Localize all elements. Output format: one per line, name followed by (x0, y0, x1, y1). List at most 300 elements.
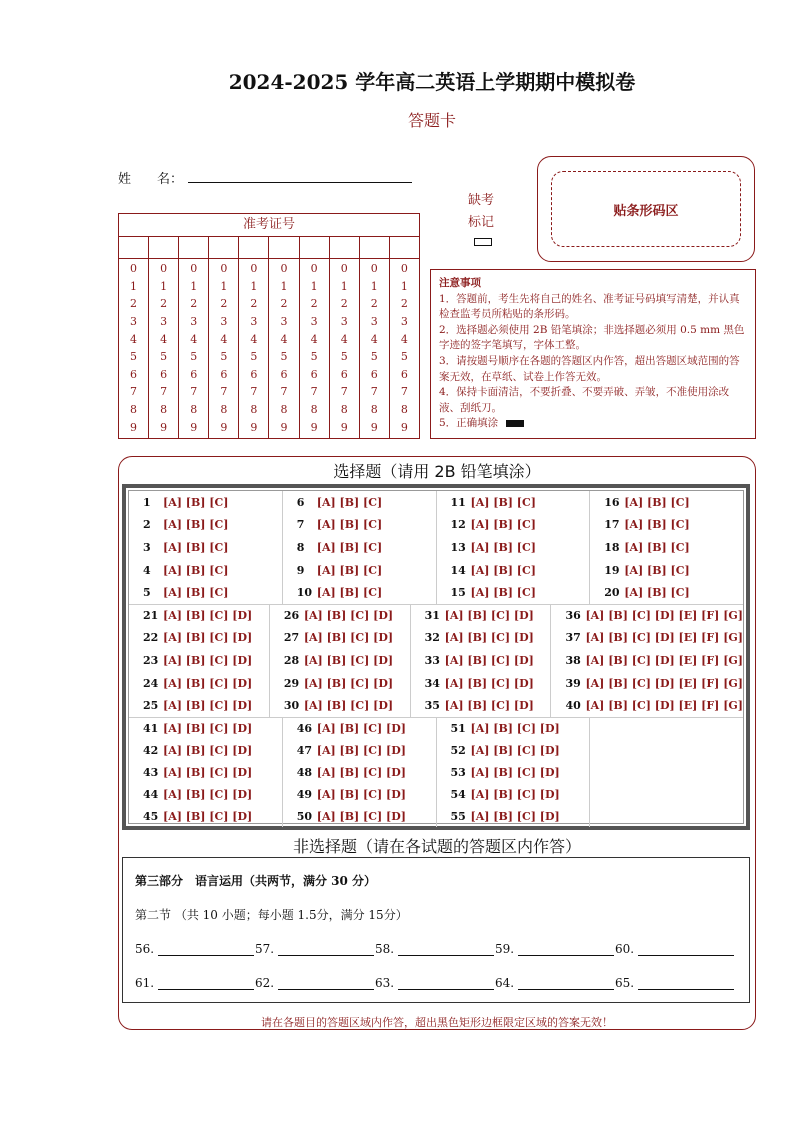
exam-number-column (330, 258, 360, 438)
mc-question-number: 38 (565, 653, 581, 667)
section2-heading: 第二节 （共 10 小题；每小题 1.5分，满分 15分） (135, 908, 408, 922)
exam-digit-bubble[interactable]: 2 (400, 297, 408, 311)
exam-digit-bubble[interactable]: 1 (250, 279, 258, 293)
mc-option-bubbles[interactable]: [A] [B] [C] (470, 495, 536, 509)
mc-question (604, 541, 743, 554)
mc-option-bubbles[interactable]: [A] [B] [C] [D] (470, 721, 560, 735)
exam-digit-bubble[interactable]: 0 (250, 262, 258, 276)
mc-question-number: 45 (143, 809, 159, 823)
fill-row (135, 942, 735, 956)
mc-option-bubbles[interactable]: [A] [B] [C] [D] (303, 699, 394, 713)
exam-number-column (360, 258, 390, 438)
mc-option-bubbles[interactable]: [A] [B] [C] [D] (470, 743, 560, 757)
exam-digit-bubble[interactable]: 4 (340, 332, 348, 346)
exam-digit-bubble[interactable]: 6 (400, 367, 408, 381)
exam-digit-bubble[interactable]: 0 (400, 262, 408, 276)
mc-question (604, 518, 743, 531)
exam-digit-bubble[interactable]: 0 (370, 262, 378, 276)
mc-question-number: 37 (565, 631, 581, 645)
mc-option-bubbles[interactable]: [A] [B] [C] (470, 563, 536, 577)
notice-item: 5．正确填涂 (439, 417, 499, 430)
mc-question (565, 677, 743, 690)
multiple-choice-box (122, 484, 750, 830)
notice-title: 注意事项 (439, 277, 481, 289)
mc-question (143, 810, 282, 823)
mc-option-bubbles[interactable]: [A] [B] [C] (624, 563, 690, 577)
exam-digit-bubble[interactable]: 4 (130, 332, 138, 346)
exam-digit-bubble[interactable]: 7 (400, 385, 408, 399)
fill-blank-number: 59. (495, 942, 515, 956)
exam-digit-bubble[interactable]: 8 (370, 403, 378, 417)
mc-question (565, 654, 743, 667)
fill-blank-line[interactable] (638, 943, 734, 956)
mc-option-bubbles[interactable]: [A] [B] [C] [D] (163, 676, 253, 690)
mc-question (297, 766, 436, 779)
mc-option-bubbles[interactable]: [A] [B] [C] [D] [E] [F] [G] (585, 608, 743, 622)
page-title: 2024-2025 学年高二英语上学期期中模拟卷 (228, 70, 636, 94)
fill-blank-line[interactable] (278, 977, 374, 990)
exam-digit-bubble[interactable]: 8 (160, 403, 168, 417)
exam-digit-bubble[interactable]: 5 (250, 350, 258, 364)
exam-digit-bubble[interactable]: 7 (310, 385, 318, 399)
exam-digit-bubble[interactable]: 5 (400, 350, 408, 364)
mc-option-bubbles[interactable]: [A] [B] [C] [D] (316, 721, 407, 735)
exam-digit-bubble[interactable]: 0 (340, 262, 348, 276)
mc-option-bubbles[interactable]: [A] [B] [C] (470, 586, 536, 600)
mc-option-bubbles[interactable]: [A] [B] [C] (163, 495, 229, 509)
exam-digit-bubble[interactable]: 4 (370, 332, 378, 346)
exam-digit-bubble[interactable]: 1 (160, 279, 168, 293)
mc-option-bubbles[interactable]: [A] [B] [C] [D] (316, 809, 407, 823)
fill-blank-line[interactable] (278, 943, 374, 956)
exam-digit-bubble[interactable]: 3 (340, 315, 348, 329)
mc-option-bubbles[interactable]: [A] [B] [C] [D] (470, 765, 560, 779)
mc-option-bubbles[interactable]: [A] [B] [C] [D] (163, 608, 253, 622)
mc-question (143, 788, 282, 801)
exam-digit-bubble[interactable]: 4 (160, 332, 168, 346)
mc-option-bubbles[interactable]: [A] [B] [C] [D] (163, 743, 253, 757)
fill-blank (255, 976, 375, 990)
mc-question-number: 40 (565, 699, 581, 713)
mc-column (437, 717, 591, 827)
mc-question-number: 28 (283, 653, 300, 667)
mc-option-bubbles[interactable]: [A] [B] [C] [D] (303, 608, 394, 622)
exam-digit-bubble[interactable]: 3 (190, 315, 198, 329)
mc-question (604, 564, 743, 577)
exam-digit-bubble[interactable]: 9 (220, 420, 228, 434)
mc-option-bubbles[interactable]: [A] [B] [C] [D] (163, 653, 253, 667)
mc-question (425, 699, 551, 712)
exam-digit-bubble[interactable]: 6 (280, 367, 288, 381)
mc-question (451, 722, 590, 735)
exam-digit-bubble[interactable]: 1 (370, 279, 378, 293)
mc-question (297, 496, 436, 509)
mc-option-bubbles[interactable]: [A] [B] [C] [D] (444, 699, 534, 713)
exam-digit-bubble[interactable]: 2 (250, 297, 258, 311)
fill-blank (255, 942, 375, 956)
mc-column (551, 604, 743, 717)
exam-digit-bubble[interactable]: 6 (220, 367, 228, 381)
mc-option-bubbles[interactable]: [A] [B] [C] [D] (316, 743, 407, 757)
mc-option-bubbles[interactable]: [A] [B] [C] [D] (163, 631, 253, 645)
mc-question (297, 722, 436, 735)
mc-column (590, 491, 743, 604)
fill-blank-line[interactable] (398, 943, 494, 956)
mc-question-number: 1 (143, 495, 151, 509)
mc-question-number: 34 (424, 676, 440, 690)
mc-question-number: 36 (565, 608, 581, 622)
fill-row (135, 976, 735, 990)
fill-blank-number: 60. (615, 942, 635, 956)
exam-digit-bubble[interactable]: 9 (400, 420, 408, 434)
mc-question (451, 564, 590, 577)
absent-mark-box[interactable] (474, 238, 492, 246)
exam-number-write-cell[interactable] (179, 236, 209, 258)
exam-digit-bubble[interactable]: 6 (370, 367, 378, 381)
mc-option-bubbles[interactable]: [A] [B] [C] (470, 540, 536, 554)
fill-blank-number: 63. (375, 976, 395, 990)
mc-question-number: 31 (424, 608, 440, 622)
mc-option-bubbles[interactable]: [A] [B] [C] [D] (444, 608, 534, 622)
mc-option-bubbles[interactable]: [A] [B] [C] [D] (163, 699, 253, 713)
mc-option-bubbles[interactable]: [A] [B] [C] (624, 518, 690, 532)
mc-question (143, 744, 282, 757)
mc-question-number: 51 (450, 721, 466, 735)
fill-blank (375, 976, 495, 990)
mc-question-number: 10 (296, 586, 313, 600)
mc-question-number: 5 (143, 586, 151, 600)
mc-question (565, 699, 743, 712)
mc-column (437, 491, 591, 604)
exam-digit-bubble[interactable]: 7 (130, 385, 138, 399)
mc-option-bubbles[interactable]: [A] [B] [C] [D] (444, 653, 534, 667)
exam-number-title: 准考证号 (119, 214, 419, 237)
mc-option-bubbles[interactable]: [A] [B] [C] (470, 518, 536, 532)
exam-digit-bubble[interactable]: 6 (310, 367, 318, 381)
mc-question-number: 20 (604, 586, 620, 600)
mc-column (283, 717, 437, 827)
exam-digit-bubble[interactable]: 3 (160, 315, 168, 329)
mc-question-number: 23 (143, 653, 159, 667)
footer-warning: 请在各题目的答题区域内作答，超出黑色矩形边框限定区域的答案无效！ (261, 1016, 613, 1029)
mc-option-bubbles[interactable]: [A] [B] [C] [D] (444, 631, 534, 645)
mc-option-bubbles[interactable]: [A] [B] [C] [D] [E] [F] [G] (585, 653, 743, 667)
exam-number-column (390, 258, 419, 438)
absent-line1: 缺考 (467, 193, 494, 208)
mc-question (143, 496, 282, 509)
mc-question-number: 4 (143, 563, 151, 577)
mc-question-number: 39 (565, 676, 581, 690)
exam-digit-bubble[interactable]: 4 (250, 332, 258, 346)
mc-option-bubbles[interactable]: [A] [B] [C] (163, 518, 229, 532)
exam-digit-bubble[interactable]: 5 (340, 350, 348, 364)
mc-question (451, 518, 590, 531)
mc-option-bubbles[interactable]: [A] [B] [C] [D] (303, 653, 394, 667)
exam-digit-bubble[interactable]: 2 (340, 297, 348, 311)
exam-digit-bubble[interactable]: 8 (280, 403, 288, 417)
exam-digit-bubble[interactable]: 5 (280, 350, 288, 364)
mc-question-number: 9 (296, 563, 305, 577)
exam-digit-bubble[interactable]: 4 (190, 332, 198, 346)
mc-option-bubbles[interactable]: [A] [B] [C] (624, 495, 690, 509)
exam-number-write-cell[interactable] (330, 236, 360, 258)
exam-digit-bubble[interactable]: 5 (130, 350, 138, 364)
exam-digit-bubble[interactable]: 9 (160, 420, 168, 434)
exam-digit-bubble[interactable]: 2 (370, 297, 378, 311)
exam-digit-bubble[interactable]: 8 (130, 403, 138, 417)
exam-digit-bubble[interactable]: 0 (160, 262, 168, 276)
exam-digit-bubble[interactable]: 8 (250, 403, 258, 417)
mc-option-bubbles[interactable]: [A] [B] [C] [D] (163, 809, 253, 823)
mc-question-number: 22 (143, 631, 159, 645)
exam-digit-bubble[interactable]: 5 (220, 350, 228, 364)
mc-question-number: 32 (424, 631, 440, 645)
mc-question (143, 631, 269, 644)
exam-digit-bubble[interactable]: 7 (250, 385, 258, 399)
mc-question-number: 44 (143, 787, 159, 801)
mc-option-bubbles[interactable]: [A] [B] [C] (163, 540, 229, 554)
exam-digit-bubble[interactable]: 1 (190, 279, 198, 293)
barcode-label: 贴条形码区 (551, 171, 741, 247)
mc-question-number: 13 (450, 540, 466, 554)
exam-digit-bubble[interactable]: 9 (130, 420, 138, 434)
exam-digit-bubble[interactable]: 7 (370, 385, 378, 399)
mc-option-bubbles[interactable]: [A] [B] [C] (316, 540, 383, 554)
exam-digit-bubble[interactable]: 9 (250, 420, 258, 434)
mc-option-bubbles[interactable]: [A] [B] [C] (163, 586, 229, 600)
exam-digit-bubble[interactable]: 3 (400, 315, 408, 329)
exam-digit-bubble[interactable]: 2 (190, 297, 198, 311)
exam-digit-bubble[interactable]: 8 (220, 403, 228, 417)
fill-blank-line[interactable] (638, 977, 734, 990)
exam-digit-bubble[interactable]: 0 (220, 262, 228, 276)
exam-digit-bubble[interactable]: 9 (280, 420, 288, 434)
mc-option-bubbles[interactable]: [A] [B] [C] [D] (163, 721, 253, 735)
fill-blank-line[interactable] (158, 943, 254, 956)
mc-option-bubbles[interactable]: [A] [B] [C] [D] (470, 787, 560, 801)
mc-question (451, 766, 590, 779)
exam-digit-bubble[interactable]: 6 (160, 367, 168, 381)
fill-blank-line[interactable] (158, 977, 254, 990)
mc-option-bubbles[interactable]: [A] [B] [C] (316, 518, 383, 532)
mc-question (143, 677, 269, 690)
exam-number-column (149, 258, 179, 438)
mc-question (451, 586, 590, 599)
exam-number-column (239, 258, 269, 438)
mc-column (129, 604, 270, 717)
mc-question (451, 810, 590, 823)
mc-question (143, 586, 282, 599)
exam-digit-bubble[interactable]: 4 (310, 332, 318, 346)
exam-digit-bubble[interactable]: 2 (310, 297, 318, 311)
exam-digit-bubble[interactable]: 6 (340, 367, 348, 381)
fill-blank (135, 942, 255, 956)
mc-option-bubbles[interactable]: [A] [B] [C] (316, 495, 383, 509)
exam-digit-bubble[interactable]: 0 (130, 262, 138, 276)
fill-blank-line[interactable] (518, 943, 614, 956)
exam-digit-bubble[interactable]: 9 (340, 420, 348, 434)
mc-option-bubbles[interactable]: [A] [B] [C] (316, 586, 383, 600)
exam-digit-bubble[interactable]: 1 (400, 279, 408, 293)
mc-question (451, 788, 590, 801)
mc-question-number: 33 (424, 653, 440, 667)
mc-question (451, 496, 590, 509)
mc-option-bubbles[interactable]: [A] [B] [C] [D] (444, 676, 534, 690)
mc-question (565, 631, 743, 644)
notice-box (430, 269, 756, 439)
mc-question-number: 47 (296, 743, 313, 757)
mc-question (297, 586, 436, 599)
mc-question-number: 6 (296, 495, 305, 509)
mc-question (284, 677, 410, 690)
part3-heading: 第三部分 语言运用（共两节，满分 30 分） (135, 874, 377, 888)
mc-question-number: 11 (450, 495, 466, 509)
mc-option-bubbles[interactable]: [A] [B] [C] (316, 563, 383, 577)
exam-number-column (179, 258, 209, 438)
exam-digit-bubble[interactable]: 3 (220, 315, 228, 329)
exam-digit-bubble[interactable]: 3 (280, 315, 288, 329)
mc-question-number: 48 (296, 765, 313, 779)
exam-digit-bubble[interactable]: 8 (310, 403, 318, 417)
mc-column (283, 491, 437, 604)
mc-question-number: 43 (143, 765, 159, 779)
mc-option-bubbles[interactable]: [A] [B] [C] [D] (303, 631, 394, 645)
mc-option-bubbles[interactable]: [A] [B] [C] (624, 540, 690, 554)
exam-number-write-cell[interactable] (360, 236, 390, 258)
exam-digit-bubble[interactable]: 9 (370, 420, 378, 434)
mc-option-bubbles[interactable]: [A] [B] [C] [D] (316, 787, 407, 801)
exam-digit-bubble[interactable]: 2 (280, 297, 288, 311)
mc-option-bubbles[interactable]: [A] [B] [C] (163, 563, 229, 577)
mc-question-number: 52 (450, 743, 466, 757)
exam-digit-bubble[interactable]: 2 (220, 297, 228, 311)
mc-question-number: 29 (283, 676, 300, 690)
mc-option-bubbles[interactable]: [A] [B] [C] [D] (163, 787, 253, 801)
exam-digit-bubble[interactable]: 7 (160, 385, 168, 399)
exam-number-write-cell[interactable] (269, 236, 299, 258)
fill-blank-line[interactable] (518, 977, 614, 990)
exam-digit-bubble[interactable]: 5 (370, 350, 378, 364)
mc-column (411, 604, 552, 717)
exam-digit-bubble[interactable]: 5 (310, 350, 318, 364)
mc-option-bubbles[interactable]: [A] [B] [C] [D] (163, 765, 253, 779)
exam-digit-bubble[interactable]: 0 (190, 262, 198, 276)
exam-digit-bubble[interactable]: 8 (340, 403, 348, 417)
mc-question (143, 541, 282, 554)
mc-option-bubbles[interactable]: [A] [B] [C] [D] (470, 809, 560, 823)
mc-question-number: 18 (604, 540, 620, 554)
mc-question (143, 564, 282, 577)
exam-number-write-cell[interactable] (300, 236, 330, 258)
mc-band (129, 604, 743, 717)
mc-question (297, 564, 436, 577)
exam-digit-bubble[interactable]: 7 (340, 385, 348, 399)
fill-blank-number: 57. (255, 942, 275, 956)
mc-question-number: 55 (450, 809, 466, 823)
name-label: 姓 名： (118, 172, 184, 187)
fill-blank (495, 942, 615, 956)
exam-digit-bubble[interactable]: 4 (400, 332, 408, 346)
correct-fill-sample (506, 420, 524, 427)
exam-digit-bubble[interactable]: 3 (130, 315, 138, 329)
exam-digit-bubble[interactable]: 9 (190, 420, 198, 434)
mc-question (425, 631, 551, 644)
exam-number-column (209, 258, 239, 438)
fill-blank-number: 65. (615, 976, 635, 990)
exam-digit-bubble[interactable]: 6 (130, 367, 138, 381)
exam-digit-bubble[interactable]: 1 (220, 279, 228, 293)
exam-digit-bubble[interactable]: 1 (310, 279, 318, 293)
mc-question-number: 46 (296, 721, 313, 735)
exam-digit-bubble[interactable]: 7 (190, 385, 198, 399)
mc-question (143, 654, 269, 667)
exam-number-write-cell[interactable] (119, 236, 149, 258)
exam-digit-bubble[interactable]: 9 (310, 420, 318, 434)
mc-question-number: 3 (143, 540, 151, 554)
exam-digit-bubble[interactable]: 6 (190, 367, 198, 381)
exam-digit-bubble[interactable]: 3 (370, 315, 378, 329)
mc-option-bubbles[interactable]: [A] [B] [C] [D] (316, 765, 407, 779)
exam-digit-bubble[interactable]: 0 (310, 262, 318, 276)
mc-question-number: 26 (283, 608, 300, 622)
exam-digit-bubble[interactable]: 5 (160, 350, 168, 364)
fill-blank-number: 61. (135, 976, 155, 990)
exam-digit-bubble[interactable]: 7 (280, 385, 288, 399)
exam-number-write-cells (119, 236, 419, 259)
mc-question-number: 2 (143, 518, 151, 532)
exam-number-write-cell[interactable] (209, 236, 239, 258)
exam-digit-bubble[interactable]: 0 (280, 262, 288, 276)
exam-digit-bubble[interactable]: 8 (400, 403, 408, 417)
mc-option-bubbles[interactable]: [A] [B] [C] [D] [E] [F] [G] (585, 699, 743, 713)
exam-digit-bubble[interactable]: 6 (250, 367, 258, 381)
mc-question (297, 810, 436, 823)
mc-option-bubbles[interactable]: [A] [B] [C] [D] (303, 676, 394, 690)
exam-number-write-cell[interactable] (239, 236, 269, 258)
mc-question-number: 53 (450, 765, 466, 779)
notice-item: 3．请按题号顺序在各题的答题区内作答，超出答题区域范围的答案无效，在草纸、试卷上作答无效。 (439, 354, 740, 383)
exam-digit-bubble[interactable]: 1 (340, 279, 348, 293)
exam-number-write-cell[interactable] (390, 236, 419, 258)
exam-number-write-cell[interactable] (149, 236, 179, 258)
mc-option-bubbles[interactable]: [A] [B] [C] [D] [E] [F] [G] (585, 676, 743, 690)
exam-digit-bubble[interactable]: 5 (190, 350, 198, 364)
exam-digit-bubble[interactable]: 4 (280, 332, 288, 346)
absent-mark-label (462, 190, 500, 234)
exam-digit-bubble[interactable]: 7 (220, 385, 228, 399)
exam-digit-bubble[interactable]: 3 (310, 315, 318, 329)
exam-digit-bubble[interactable]: 4 (220, 332, 228, 346)
exam-digit-bubble[interactable]: 8 (190, 403, 198, 417)
exam-digit-bubble[interactable]: 2 (160, 297, 168, 311)
mc-option-bubbles[interactable]: [A] [B] [C] (624, 586, 690, 600)
mc-option-bubbles[interactable]: [A] [B] [C] [D] [E] [F] [G] (585, 631, 743, 645)
exam-digit-bubble[interactable]: 2 (130, 297, 138, 311)
mc-question-number: 8 (296, 540, 305, 554)
mc-question-number: 15 (450, 586, 466, 600)
exam-digit-bubble[interactable]: 3 (250, 315, 258, 329)
fill-blank (375, 942, 495, 956)
exam-digit-bubble[interactable]: 1 (130, 279, 138, 293)
fill-blank (135, 976, 255, 990)
mc-question (451, 744, 590, 757)
name-field[interactable] (188, 182, 412, 183)
exam-digit-bubble[interactable]: 1 (280, 279, 288, 293)
mc-question (425, 677, 551, 690)
mc-question (604, 496, 743, 509)
mc-question-number: 14 (450, 563, 466, 577)
fill-blank-line[interactable] (398, 977, 494, 990)
